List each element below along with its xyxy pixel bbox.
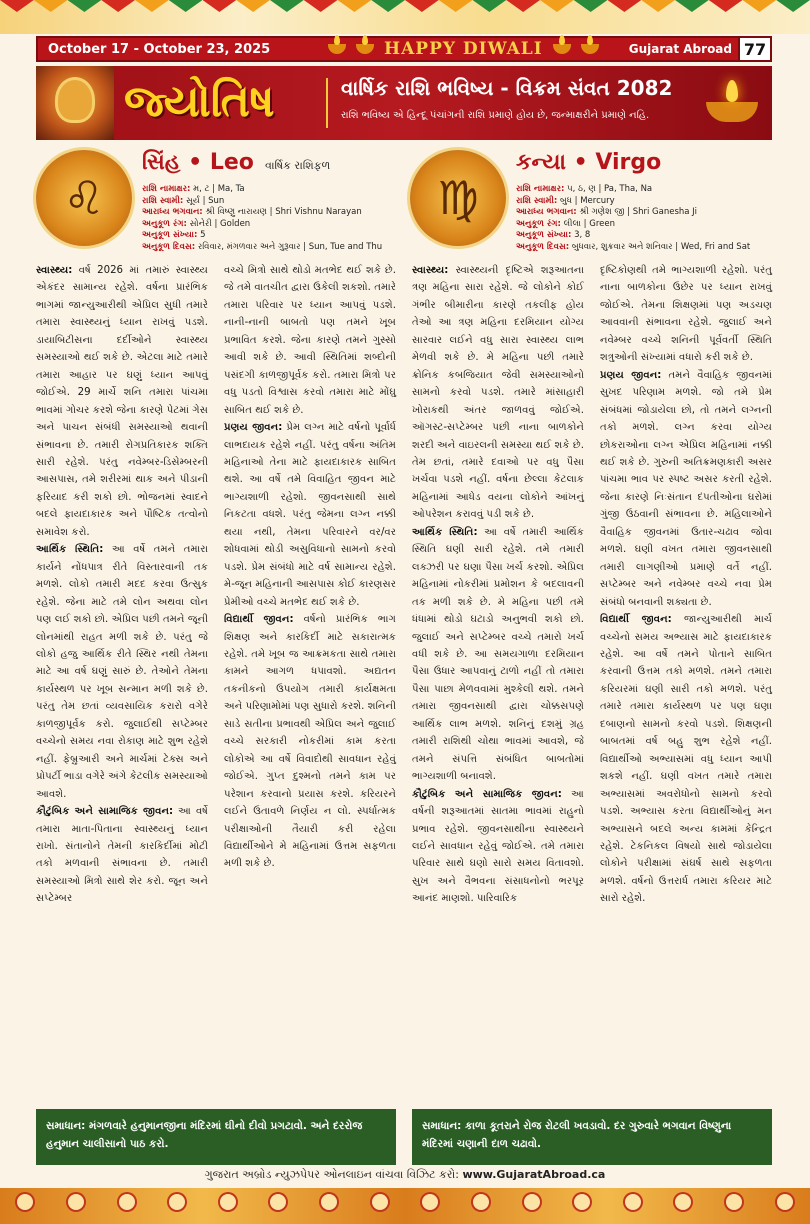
diya-icon xyxy=(328,44,346,54)
virgo-column-2 xyxy=(600,262,772,908)
festive-top-border xyxy=(0,0,810,34)
paragraph-text: વર્ષ 2026 માં તમારું સ્વાસ્થ્ય એકંદર સામાન્ય રહેશે. વર્ષના પ્રારંભિક ભાગમાં જાન્યુઆરીથી એપ્રિલ સુધી તમારે તમારા સ્વાસ્થ્યનું ધ્યાન રાખવું પડશે. ડાયાબિટીસના દર્દીઓને સ્વાસ્થ્ય સમસ્યાઓ થઈ શકે છે. એટલા માટે તમારે તમારા આહાર પર ઘણું ધ્યાન આપવું જોઈએ. 29 માર્ચે શનિ તમારા પાંચમા ભાવમાં ગોચર કરશે જેના કારણે પેટમાં ગેસ અને પાચન સંબંધી સમસ્યાઓ થવાની સંભાવના છે. તમારી રોગપ્રતિકારક શક્તિ સારી રહેશે. પરંતુ નવેમ્બર-ડિસેમ્બરની આસપાસ, તમે શરીરમાં થાક અને પીડાની ફરિયાદ કરી શકો છો. ભોજનમાં સ્વાદને બદલે ફાયદાકારક અને પૌષ્ટિક તત્વોનો સમાવેશ કરો. xyxy=(36,265,208,538)
footer-text: ગુજરાત અબ્રોડ ન્યુઝપેપર ઓનલાઇન વાંચવા વિઝિટ કરો: xyxy=(204,1168,459,1181)
paragraph-heading: કૌટુંબિક અને સામાજિક જીવન: xyxy=(36,806,174,818)
info-key: અનુકૂળ સંખ્યા: xyxy=(516,230,572,241)
footer-url[interactable]: www.GujaratAbroad.ca xyxy=(462,1168,606,1181)
paragraph xyxy=(224,262,396,419)
virgo-name: કન્યા • Virgo xyxy=(516,150,662,175)
paragraph-text: આ વર્ષની શરૂઆતમાં સાતમા ભાવમાં રાહુનો પ્રભાવ રહેશે. જીવનસાથીના સ્વાસ્થ્યને લઈને સાવધાન રહેવું જોઈએ. તમે તમારા પરિવાર સાથે ઘણો સારો સમય વિતાવશો. સુખ અને વૈભવના સંસાધનોનો ભરપૂર આનંદ માણશો. પારિવારિક xyxy=(412,788,584,905)
solution-text: કાળા કૂતરાને રોજ રોટલી ખવડાવો. દર ગુરુવારે ભગવાન વિષ્ણુના મંદિરમાં ચણાની દાળ ચઢાવો. xyxy=(422,1120,732,1150)
paragraph xyxy=(412,262,584,524)
publication-name: Gujarat Abroad xyxy=(628,42,732,56)
leo-title xyxy=(142,150,330,175)
info-key: અનુકૂળ દિવસ: xyxy=(516,241,570,252)
paragraph-text: આ વર્ષે તમારા માતા-પિતાના સ્વાસ્થ્યનું ધ્યાન રાખો. સંતાનોને તેમની કારકિર્દીમાં મોટી તકો મળવાની સંભાવના છે. તમારી સમસ્યાઓ મિત્રો સાથે શેર કરો. જૂન અને સપ્ટેમ્બર xyxy=(36,806,208,905)
paragraph xyxy=(36,262,208,541)
section-title: જ્યોતિષ xyxy=(124,76,275,127)
leo-name-sub: વાર્ષિક રાશિફળ xyxy=(264,159,331,172)
solution-text: મંગળવારે હનુમાનજીના મંદિરમાં ઘીનો દીવો પ્રગટાવો. અને દરરોજ હનુમાન ચાલીસાનો પાઠ કરો. xyxy=(46,1120,363,1150)
leo-column-1 xyxy=(36,262,208,908)
diya-icon xyxy=(581,44,599,54)
bunting xyxy=(0,0,810,12)
section-banner xyxy=(36,66,772,140)
info-value: બુધ | Mercury xyxy=(560,195,615,206)
paragraph-heading: વિદ્યાર્થી જીવન: xyxy=(224,614,294,626)
paragraph xyxy=(412,786,584,908)
solution-label: સમાધાન: xyxy=(422,1120,462,1132)
paragraph-heading: વિદ્યાર્થી જીવન: xyxy=(600,614,672,626)
paragraph xyxy=(224,611,396,873)
paragraph xyxy=(36,803,208,908)
paragraph-heading: પ્રણય જીવન: xyxy=(224,422,283,434)
info-key: અનુકૂળ દિવસ: xyxy=(142,241,196,252)
divider xyxy=(326,78,328,128)
footer xyxy=(0,1168,810,1182)
info-key: રાશિ સ્વામી: xyxy=(142,195,184,206)
info-value: પ, ઠ, ણ | Pa, Tha, Na xyxy=(567,184,653,194)
paragraph-text: વચ્ચે મિત્રો સાથે થોડો મતભેદ થઈ શકે છે. જે તમે વાતચીત દ્વારા ઉકેલી શકશો. તમારે તમારા પરિવાર પર ધ્યાન આપવું પડશે. નાની-નાની બાબતો પણ તમને ખૂબ પ્રભાવિત કરશે. જેના કારણે તમને ગુસ્સો આવી શકે છે. આવી સ્થિતિમાં શબ્દોની પસંદગી કાળજીપૂર્વક કરો. તમારા મિત્રો પર વધુ પડતો વિશ્વાસ કરવો તમારા માટે મોંઘુ સાબિત થઈ શકે છે. xyxy=(224,265,396,416)
info-value: શ્રી વિષ્ણુ નારાયણ | Shri Vishnu Narayan xyxy=(205,207,362,218)
info-value: 3, 8 xyxy=(574,230,591,241)
info-value: સોનેરી | Golden xyxy=(189,218,251,229)
section-subtitle: વાર્ષિક રાશિ ભવિષ્ય - વિક્રમ સંવત 2082 xyxy=(341,76,673,100)
virgo-column-1 xyxy=(412,262,584,908)
diya-icon xyxy=(553,44,571,54)
info-value: 5 xyxy=(200,230,206,241)
section-note: રાશિ ભવિષ્ય એ હિન્દૂ પંચાંગની રાશિ પ્રમાણે હોય છે, જન્માક્ષરીને પ્રમાણે નહિ. xyxy=(341,110,650,121)
lion-icon: ♌ xyxy=(36,150,132,246)
page-number: 77 xyxy=(738,36,772,62)
info-key: આરાધ્ય ભગવાન: xyxy=(516,207,577,218)
info-key: અનુકૂળ રંગ: xyxy=(142,218,187,229)
leo-column-2 xyxy=(224,262,396,873)
festival-title: HAPPY DIWALI xyxy=(384,39,543,59)
paragraph-text: આ વર્ષે તમારી આર્થિક સ્થિતિ ઘણી સારી રહેશે. તમે તમારી લક્ઝરી પર ઘણા પૈસા ખર્ચ કરશો. એપ્રિલ મહિનામાં નોકરીમાં પ્રમોશન કે બદલાવની તક મળી શકે છે. મે મહિના પછી તમે ધંધામાં થોડો ઘટાડો અનુભવી શકો છો. જુલાઈ અને સપ્ટેમ્બર વચ્ચે તમારો ખર્ચ વધી શકે છે. આ સમયગાળા દરમિયાન પૈસા ઉધાર આપવાનું ટાળો નહીં તો તમારા પૈસા પાછા મેળવવામાં મુશ્કેલી થશે. તમને તમારા જીવનસાથી દ્વારા ચોક્કસપણે આર્થિક લાભ મળશે. શનિનું દશમું ગ્રહ તમારી રાશિથી ચોથા ભાવમાં આવશે, જે તમને સંપત્તિ સંબંધિત બાબતોમાં ભાગ્યશાળી બનાવશે. xyxy=(412,526,584,783)
paragraph-heading: આર્થિક સ્થિતિ: xyxy=(412,526,478,538)
paragraph-text: તમને વૈવાહિક જીવનમાં સુખદ પરિણામ મળશે. જો તમે પ્રેમ સંબંધમાં જોડાયેલા છો, તો તમને લગ્નની તકો મળશે. લગ્ન કરવા યોગ્ય છોકરાઓના લગ્ન એપ્રિલ મહિનામાં નક્કી થઈ શકે છે. ગુરુની અતિક્રમણકારી અસર પાંચમા ભાવ પર સ્પષ્ટ અસર કરતી રહેશે. જેના કારણે નિઃસંતાન દંપતીઓના ઘરોમાં ગુંજી ઉઠવાની સંભાવના છે. મહિલાઓને વૈવાહિક જીવનમાં ઉતાર-ચઢાવ જોવા મળશે. ઘણી વખત તમારા જીવનસાથી તમારી લાગણીઓ પ્રમાણે વર્તે નહીં. સપ્ટેમ્બર અને નવેમ્બર વચ્ચે નવા પ્રેમ સંબંધો બનવાની શક્યતા છે. xyxy=(600,369,772,608)
paragraph-text: આ વર્ષે તમને તમારા કાર્યને નોંધપાત્ર રીતે વિસ્તારવાની તક મળશે. લોકો તમારી મદદ કરવા ઉત્સુક રહેશે. જેના માટે તમે લોન અથવા લોન પણ લઈ શકો છો. એપ્રિલ પછી તમને જૂની લોનમાંથી રાહત મળી શકે છે. પરંતુ જે લોકો હજુ આર્થિક રીતે સ્થિર નથી તેમના માટે આ વર્ષ ઘણું સારું છે. તેઓને તેમના કાર્યસ્થળ પર ખૂબ સન્માન મળી શકે છે. પરંતુ તેમ છતાં વ્યવસાયિક કરારો વગેરે કાળજીપૂર્વક કરો. જુલાઈથી સપ્ટેમ્બર વચ્ચેનો સમય નવા રોકાણ માટે શુભ રહેશે નહીં. ફેબ્રુઆરી અને માર્ચમાં ટેક્સ અને પ્રોપર્ટી ભાડા વગેરે અંગે કેટલીક સમસ્યાઓ આવશે. xyxy=(36,544,208,800)
solution-label: સમાધાન: xyxy=(46,1120,86,1132)
leo-solution-box xyxy=(36,1109,396,1165)
info-key: અનુકૂળ સંખ્યા: xyxy=(142,230,198,241)
paragraph-text: પ્રેમ લગ્ન માટે વર્ષનો પૂર્વાર્ધ લાભદાયક રહેશે નહીં. પરંતુ વર્ષના અંતિમ મહિનાઓ તેના માટે ફાયદાકારક સાબિત થશે. આ વર્ષે તમે વિવાહિત જીવન માટે ભાગ્યશાળી રહેશો. જીવનસાથી સાથે નિકટતા વધશે. પરંતુ જેમના લગ્ન નક્કી થયા નથી, તેમના પરિવારને વર/વર શોધવામાં થોડી અસુવિધાનો સામનો કરવો પડશે. પ્રેમ સંબંધો માટે વર્ષ સામાન્ય રહેશે. મે-જૂન મહિનાની આસપાસ કોઈ કારણસર પ્રેમીઓ વચ્ચે મતભેદ થઈ શકે છે. xyxy=(224,422,396,608)
info-value: લીલા | Green xyxy=(563,218,615,229)
info-key: રાશિ સ્વામી: xyxy=(516,195,558,206)
info-value: રવિવાર, મંગળવાર અને ગુરૂવાર | Sun, Tue and Thu xyxy=(197,241,383,252)
diya-icon xyxy=(356,44,374,54)
ganesha-image xyxy=(36,66,114,140)
virgo-title xyxy=(516,150,661,175)
paragraph-text: વર્ષનો પ્રારંભિક ભાગ શિક્ષણ અને કારકિર્દી માટે સકારાત્મક રહેશે. તમે ખૂબ જ આક્રમકતા સાથે તમારા કામને આગળ ધપાવશો. અદ્યતન તકનીકનો ઉપયોગ તમારી કાર્યક્ષમતા અને પરિણામોમાં પણ સુધારો કરશે. શનિની સાડે સતીના પ્રભાવથી એપ્રિલ અને જુલાઈ વચ્ચે સરકારી નોકરીમાં કામ કરતા લોકોએ આ વર્ષે વિવાદોથી સાવધાન રહેવું જોઈએ. ગુપ્ત દુશ્મનો તમને કામ પર પરેશાન કરવાનો પ્રયાસ કરશે. કરિયરને લઈને ઉતાવળે નિર્ણય ન લો. સ્પર્ધાત્મક પરીક્ષાઓની તૈયારી કરી રહેલા વિદ્યાર્થીઓને મે મહિનામાં ઉત્તમ સફળતા મળી શકે છે. xyxy=(224,614,396,870)
paragraph-text: સ્વાસ્થ્યની દૃષ્ટિએ શરૂઆતના ત્રણ મહિના સારા રહેશે. જે લોકોને કોઈ ગંભીર બીમારીના કારણે તકલીફ હોય તેઓ આ ત્રણ મહિના દરમિયાન યોગ્ય સારવાર લઈને વધુ સારા સ્વાસ્થ્ય લાભ મેળવી શકે છે. મે મહિના પછી તમારે ક્રોનિક કબજિયાત જેવી સમસ્યાઓનો સામનો કરવો પડશે. તમારે માંસાહારી ખોરાકથી અંતર જાળવવું જોઈએ. ઑગસ્ટ-સપ્ટેમ્બર પછી નાના બાળકોને શરદી અને વાઇરલની સમસ્યા થઈ શકે છે. તેમ છતાં, તમારે દવાઓ પર વધુ પૈસા ખર્ચવા પડશે નહીં. વર્ષના છેલ્લા કેટલાક મહિનામાં આધેડ વયના લોકોને આંખનું ઓપરેશન કરાવવું પડી શકે છે. xyxy=(412,265,584,521)
paragraph xyxy=(600,611,772,908)
header-bar xyxy=(36,36,772,62)
info-value: મ, ટ | Ma, Ta xyxy=(193,184,245,194)
info-key: રાશિ નામાક્ષર: xyxy=(516,184,565,194)
paragraph xyxy=(412,524,584,786)
maiden-icon: ♍ xyxy=(410,150,506,246)
info-key: આરાધ્ય ભગવાન: xyxy=(142,207,203,218)
info-key: અનુકૂળ રંગ: xyxy=(516,218,561,229)
leo-name: સિંહ • Leo xyxy=(142,150,254,175)
paragraph xyxy=(600,367,772,611)
paragraph xyxy=(36,541,208,803)
paragraph-heading: સ્વાસ્થ્ય: xyxy=(412,265,449,276)
leo-info xyxy=(142,184,382,254)
paragraph-text: જાન્યુઆરીથી માર્ચ વચ્ચેનો સમય અભ્યાસ માટે ફાયદાકારક રહેશે. આ વર્ષે તમને પોતાને સાબિત કરવાની ઉત્તમ તકો મળશે. તમને તમારા કરિયરમાં ઘણી સારી તકો મળશે. પરંતુ તમારે તમારા કાર્યસ્થળ પર પણ ઘણા દબાણનો સામનો કરવો પડશે. શિક્ષણની બાબતમાં વર્ષ બહુ શુભ રહેશે નહીં. વિદ્યાર્થીઓ અભ્યાસમાં વધુ ધ્યાન આપી શકશે નહીં. ઘણી વખત તમારે તમારા અભ્યાસમાં અવરોધોનો સામનો કરવો પડશે. અભ્યાસ કરતા વિદ્યાર્થીઓનું મન અભ્યાસને બદલે અન્ય કામમાં કેન્દ્રિત રહેશે. ટેકનિકલ વિષયો સાથે જોડાયેલા લોકોને પરીક્ષામાં સંઘર્ષ સાથે સફળતા મળશે. વર્ષનો ઉત્તરાર્ધ તમારા કરિયર માટે સારો રહેશે. xyxy=(600,614,772,905)
info-value: બુધવાર, શુક્રવાર અને શનિવાર | Wed, Fri and Sat xyxy=(571,241,751,252)
virgo-solution-box xyxy=(412,1109,772,1165)
paragraph-heading: આર્થિક સ્થિતિ: xyxy=(36,544,104,556)
info-key: રાશિ નામાક્ષર: xyxy=(142,184,191,194)
paragraph-heading: સ્વાસ્થ્ય: xyxy=(36,265,73,276)
paragraph xyxy=(600,262,772,367)
paragraph-text: દૃષ્ટિકોણથી તમે ભાગ્યશાળી રહેશો. પરંતુ નાના બાળકોના ઉછેર પર ધ્યાન રાખવું જોઈએ. તેમના શિક્ષણમાં પણ અડચણ આવવાની સંભાવના રહેશે. જુલાઈ અને નવેમ્બર વચ્ચે શનિની પૂર્વવર્તી સ્થિતિ શત્રુઓની સંખ્યામાં વધારો કરી શકે છે. xyxy=(600,265,772,364)
virgo-info xyxy=(516,184,750,254)
paragraph-heading: કૌટુંબિક અને સામાજિક જીવન: xyxy=(412,788,562,800)
date-range: October 17 - October 23, 2025 xyxy=(48,41,271,57)
paragraph-heading: પ્રણય જીવન: xyxy=(600,369,662,381)
diya-icon xyxy=(702,80,762,126)
info-value: શ્રી ગણેશ જી | Shri Ganesha Ji xyxy=(579,207,698,218)
info-value: સૂર્ય | Sun xyxy=(186,195,225,206)
festive-bottom-border xyxy=(0,1188,810,1224)
paragraph xyxy=(224,419,396,611)
